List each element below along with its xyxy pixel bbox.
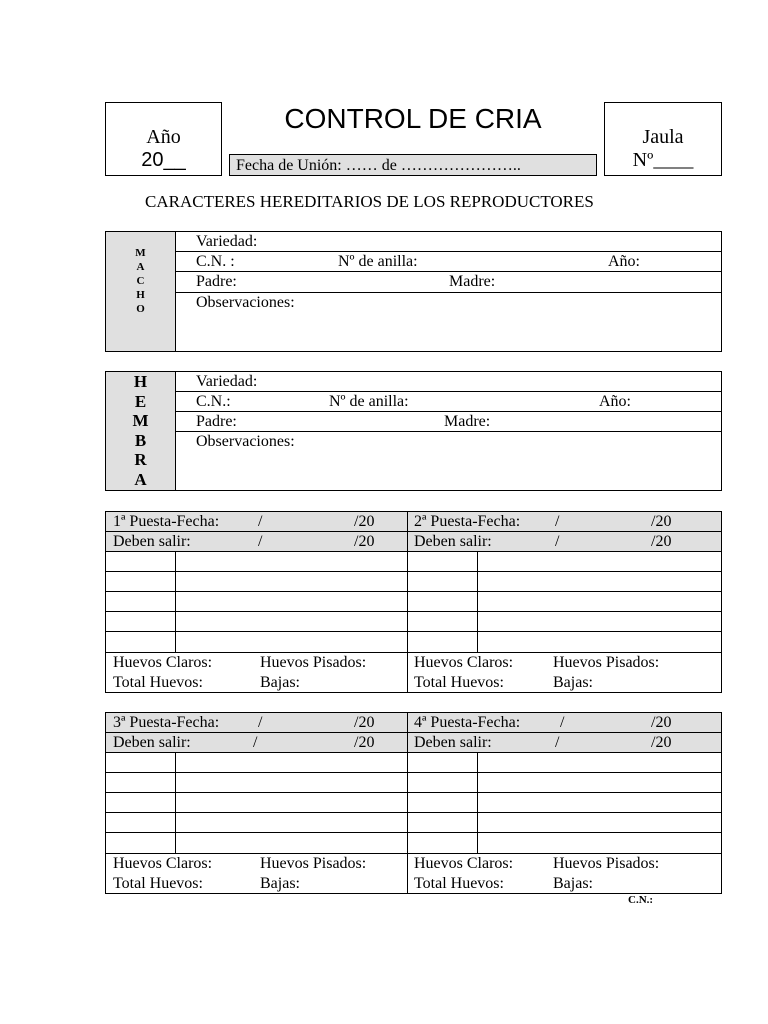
ano-value: 20__ bbox=[141, 149, 186, 171]
puesta-4-total: Total Huevos: bbox=[414, 875, 504, 892]
macho-side-label: M A C H O bbox=[135, 247, 146, 315]
puesta-4-slash: / bbox=[560, 714, 565, 731]
macho-madre-label: Madre: bbox=[449, 273, 496, 290]
macho-cn-label: C.N. : bbox=[196, 253, 235, 270]
puesta-2-deben-year: /20 bbox=[651, 533, 672, 550]
page-title: CONTROL DE CRIA bbox=[284, 103, 542, 134]
puesta-4-bajas: Bajas: bbox=[553, 875, 593, 892]
puesta-1-title: 1ª Puesta-Fecha: bbox=[113, 513, 220, 530]
puesta-3-title: 3ª Puesta-Fecha: bbox=[113, 714, 220, 731]
puesta-3-deben-year: /20 bbox=[354, 734, 375, 751]
puesta-2-slash: / bbox=[555, 513, 560, 530]
macho-observaciones-label: Observaciones: bbox=[196, 294, 295, 311]
puesta-3-bajas: Bajas: bbox=[260, 875, 300, 892]
puesta-3-deben-slash: / bbox=[253, 734, 258, 751]
hembra-madre-label: Madre: bbox=[444, 413, 491, 430]
puesta-1-deben-slash: / bbox=[258, 533, 263, 550]
macho-ano-label: Año: bbox=[608, 253, 640, 270]
puesta-2-deben-slash: / bbox=[555, 533, 560, 550]
puesta-4-deben: Deben salir: bbox=[414, 734, 492, 751]
fecha-union-label: Fecha de Unión: …… de ………………….. bbox=[236, 157, 521, 174]
puesta-1-deben: Deben salir: bbox=[113, 533, 191, 550]
hembra-variedad-label: Variedad: bbox=[196, 373, 258, 390]
hembra-anilla-label: Nº de anilla: bbox=[329, 393, 409, 410]
puesta-2-year: /20 bbox=[651, 513, 672, 530]
puesta-3-deben: Deben salir: bbox=[113, 734, 191, 751]
puesta-2-pisados: Huevos Pisados: bbox=[553, 654, 660, 671]
fecha-union-field[interactable] bbox=[229, 154, 597, 176]
puesta-2-claros: Huevos Claros: bbox=[414, 654, 514, 671]
puesta-2-deben: Deben salir: bbox=[414, 533, 492, 550]
jaula-value: Nº____ bbox=[632, 149, 694, 171]
puesta-1-claros: Huevos Claros: bbox=[113, 654, 213, 671]
puesta-4-year: /20 bbox=[651, 714, 672, 731]
puesta-4-deben-slash: / bbox=[555, 734, 560, 751]
puesta-2-total: Total Huevos: bbox=[414, 674, 504, 691]
puesta-1-slash: / bbox=[258, 513, 263, 530]
section-title: CARACTERES HEREDITARIOS DE LOS REPRODUCTORES bbox=[145, 192, 594, 211]
puesta-4-pisados: Huevos Pisados: bbox=[553, 855, 660, 872]
hembra-observaciones-label: Observaciones: bbox=[196, 433, 295, 450]
puesta-1-total: Total Huevos: bbox=[113, 674, 203, 691]
puesta-3-total: Total Huevos: bbox=[113, 875, 203, 892]
hembra-cn-label: C.N.: bbox=[196, 393, 231, 410]
macho-padre-label: Padre: bbox=[196, 273, 237, 290]
puesta-3-slash: / bbox=[258, 714, 263, 731]
puesta-2-title: 2ª Puesta-Fecha: bbox=[414, 513, 521, 530]
puesta-4-title: 4ª Puesta-Fecha: bbox=[414, 714, 521, 731]
bottom-cn-note: C.N.: bbox=[628, 894, 654, 906]
puesta-4-deben-year: /20 bbox=[651, 734, 672, 751]
macho-anilla-label: Nº de anilla: bbox=[338, 253, 418, 270]
puesta-1-pisados: Huevos Pisados: bbox=[260, 654, 367, 671]
puesta-4-claros: Huevos Claros: bbox=[414, 855, 514, 872]
puesta-3-year: /20 bbox=[354, 714, 375, 731]
puesta-1-bajas: Bajas: bbox=[260, 674, 300, 691]
puesta-3-claros: Huevos Claros: bbox=[113, 855, 213, 872]
hembra-ano-label: Año: bbox=[599, 393, 631, 410]
puesta-1-year: /20 bbox=[354, 513, 375, 530]
hembra-padre-label: Padre: bbox=[196, 413, 237, 430]
puesta-3-pisados: Huevos Pisados: bbox=[260, 855, 367, 872]
macho-variedad-label: Variedad: bbox=[196, 233, 258, 250]
ano-label: Año bbox=[146, 126, 181, 148]
puesta-1-deben-year: /20 bbox=[354, 533, 375, 550]
puesta-2-bajas: Bajas: bbox=[553, 674, 593, 691]
jaula-label: Jaula bbox=[642, 126, 684, 148]
hembra-side-label: H E M B R A bbox=[132, 372, 149, 489]
